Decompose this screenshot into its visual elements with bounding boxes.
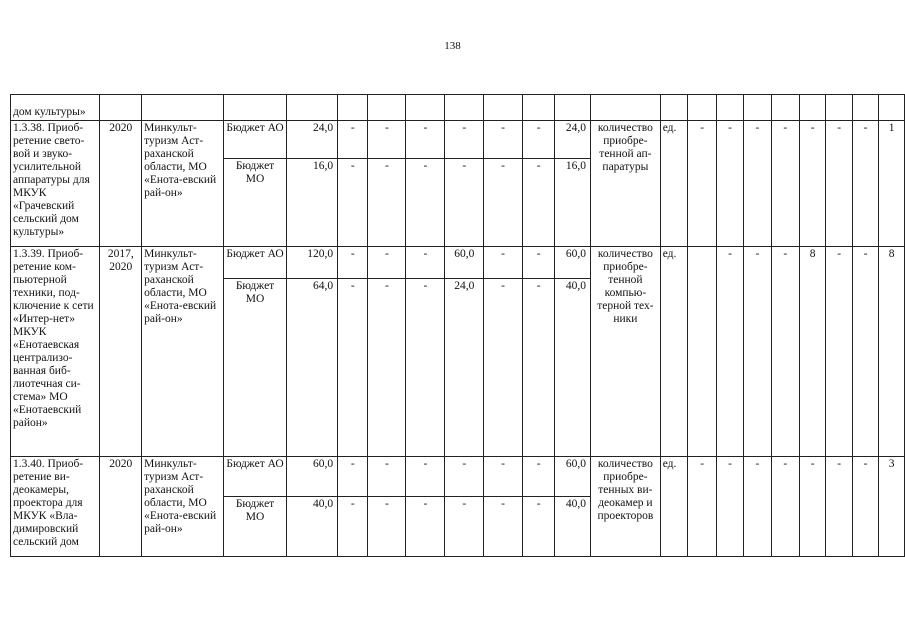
amount-year-cell: - (406, 497, 445, 557)
amount-year-cell: 24,0 (445, 279, 484, 457)
amount-year-cell: 60,0 (445, 247, 484, 279)
funding-source-cell: Бюджет МО (224, 497, 286, 557)
executor-cell: Минкульт-туризм Аст-раханской области, МО «Енота-евский рай-он» (142, 457, 224, 557)
amount-year-cell: - (368, 121, 406, 159)
activity-name-cell: дом культуры» (11, 95, 100, 121)
target-cell: - (744, 121, 771, 247)
unit-cell: ед. (660, 247, 688, 457)
target-cell: 1 (879, 121, 905, 247)
amount-year-cell: - (523, 457, 555, 497)
target-cell: - (826, 247, 852, 457)
executor-cell: Минкульт-туризм Аст-раханской области, МО «Енота-евский рай-он» (142, 247, 224, 457)
page-number: 138 (444, 40, 461, 52)
amount-year-cell: - (368, 159, 406, 247)
activity-name-cell: 1.3.38. Приоб-ретение свето-вой и звуко-усилительной аппаратуры для МКУК «Грачевский сельский дом культуры» (11, 121, 100, 247)
amount-year-cell: - (338, 497, 368, 557)
target-cell: - (744, 247, 771, 457)
funding-source-cell: Бюджет МО (224, 159, 286, 247)
activity-name-cell: 1.3.39. Приоб-ретение ком-пьютерной техники, под-ключение к сети «Интер-нет» МКУК «Енотаевская централизо-ванная биб-лиотечная си-стема» МО «Енотаевский район» (11, 247, 100, 457)
target-cell: - (716, 457, 743, 557)
amount-year-cell: - (445, 457, 484, 497)
amount-year-cell: - (406, 457, 445, 497)
amount-year-cell: - (484, 497, 523, 557)
amount-year-cell: - (445, 159, 484, 247)
target-cell: 8 (799, 247, 825, 457)
activity-row (11, 121, 905, 159)
activity-row (11, 457, 905, 497)
amount-total-cell: 60,0 (286, 457, 337, 497)
amount-year-cell: - (484, 279, 523, 457)
amount-year-cell: 40,0 (555, 497, 591, 557)
amount-year-cell: - (338, 159, 368, 247)
amount-year-cell: - (406, 121, 445, 159)
amount-year-cell: - (523, 497, 555, 557)
amount-year-cell: - (338, 279, 368, 457)
amount-total-cell: 40,0 (286, 497, 337, 557)
amount-total-cell: 64,0 (286, 279, 337, 457)
program-activities-table (10, 94, 905, 557)
amount-year-cell: 60,0 (555, 457, 591, 497)
target-cell: - (799, 121, 825, 247)
executor-cell: Минкульт-туризм Аст-раханской области, МО «Енота-евский рай-он» (142, 121, 224, 247)
target-cell: - (688, 121, 716, 247)
activity-row (11, 247, 905, 279)
amount-year-cell: - (368, 279, 406, 457)
amount-year-cell: - (523, 247, 555, 279)
target-cell: 8 (879, 247, 905, 457)
amount-year-cell: - (338, 457, 368, 497)
funding-source-cell: Бюджет АО (224, 121, 286, 159)
target-cell: - (852, 247, 878, 457)
amount-total-cell: 16,0 (286, 159, 337, 247)
funding-source-cell: Бюджет АО (224, 247, 286, 279)
amount-year-cell: - (368, 247, 406, 279)
amount-year-cell: - (523, 121, 555, 159)
amount-year-cell: - (484, 159, 523, 247)
amount-year-cell: - (406, 159, 445, 247)
target-cell: - (771, 457, 799, 557)
funding-source-cell: Бюджет МО (224, 279, 286, 457)
target-cell: - (826, 457, 852, 557)
amount-year-cell: - (445, 121, 484, 159)
target-cell: - (716, 121, 743, 247)
amount-year-cell: - (338, 247, 368, 279)
amount-year-cell: - (368, 457, 406, 497)
amount-total-cell: 24,0 (286, 121, 337, 159)
amount-year-cell: 16,0 (555, 159, 591, 247)
amount-year-cell: - (484, 247, 523, 279)
target-cell: - (852, 457, 878, 557)
amount-year-cell: - (368, 497, 406, 557)
target-cell: - (826, 121, 852, 247)
unit-cell: ед. (660, 121, 688, 247)
target-cell (688, 247, 716, 457)
amount-total-cell: 120,0 (286, 247, 337, 279)
year-cell: 2017, 2020 (100, 247, 142, 457)
target-cell: - (744, 457, 771, 557)
amount-year-cell: 24,0 (555, 121, 591, 159)
amount-year-cell: - (406, 279, 445, 457)
indicator-cell: количество приобре-тенных ви-деокамер и проекторов (591, 457, 661, 557)
target-cell: - (852, 121, 878, 247)
amount-year-cell: - (484, 121, 523, 159)
target-cell: - (799, 457, 825, 557)
year-cell: 2020 (100, 457, 142, 557)
unit-cell: ед. (660, 457, 688, 557)
amount-year-cell: - (523, 159, 555, 247)
amount-year-cell: - (484, 457, 523, 497)
amount-year-cell: - (523, 279, 555, 457)
target-cell: - (771, 247, 799, 457)
amount-year-cell: - (445, 497, 484, 557)
target-cell: 3 (879, 457, 905, 557)
amount-year-cell: 60,0 (555, 247, 591, 279)
year-cell: 2020 (100, 121, 142, 247)
continued-row (11, 95, 905, 121)
target-cell: - (771, 121, 799, 247)
target-cell: - (716, 247, 743, 457)
target-cell: - (688, 457, 716, 557)
indicator-cell: количество приобре-тенной компью-терной тех-ники (591, 247, 661, 457)
amount-year-cell: 40,0 (555, 279, 591, 457)
funding-source-cell: Бюджет АО (224, 457, 286, 497)
indicator-cell: количество приобре-тенной ап-паратуры (591, 121, 661, 247)
amount-year-cell: - (338, 121, 368, 159)
activity-name-cell: 1.3.40. Приоб-ретение ви-деокамеры, проектора для МКУК «Вла-димировский сельский дом (11, 457, 100, 557)
amount-year-cell: - (406, 247, 445, 279)
